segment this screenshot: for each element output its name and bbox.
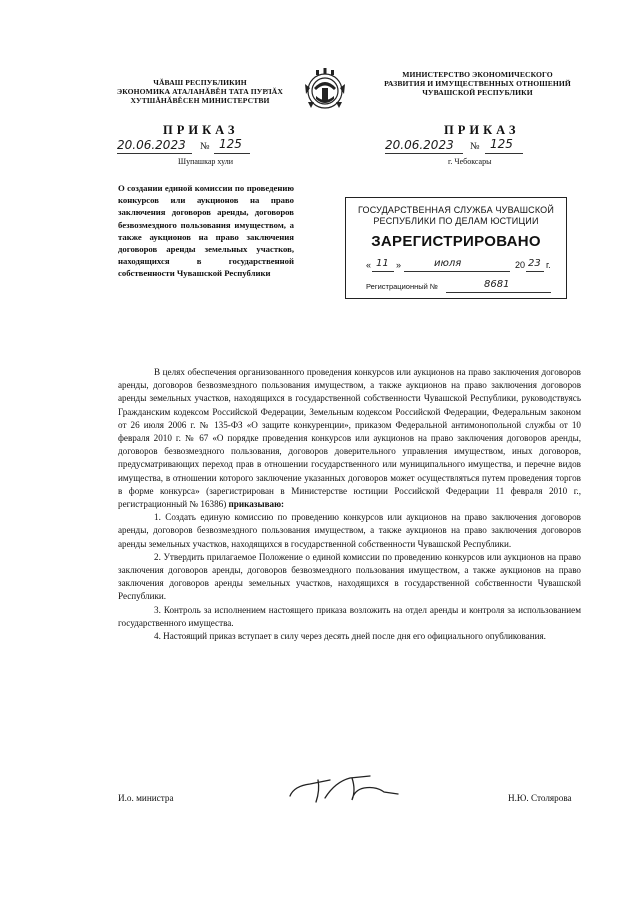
stamp-day: 11 xyxy=(376,258,389,269)
stamp-quote-close: » xyxy=(396,260,402,270)
right-header-line1: МИНИСТЕРСТВО ЭКОНОМИЧЕСКОГО xyxy=(402,70,553,79)
right-header xyxy=(375,70,580,97)
left-order-number-sign: № xyxy=(200,141,210,152)
left-header-line1: ЧĂВАШ РЕСПУБЛИКИН xyxy=(153,78,247,87)
left-order-place: Шупашкар хули xyxy=(178,157,233,166)
body-paragraph-1-text: В целях обеспечения организованного проведения конкурсов или аукционов на право заключения договоров аренды, договоров безвозмездного пользования имуществом, а также аукционов на право заключения договоров аренды земельных участков, находящихся в государственной собственности Чувашской Республики, руководствуясь Гражданским кодексом Российской Федерации, Земельным кодексом Российской Федерации, Федеральным законом от 26 июля 2006 г. № 135-ФЗ «О защите конкуренции», приказом Федеральной антимонопольной службы от 10 февраля 2010 г. № 67 «О порядке проведения конкурсов или аукционов на право заключения договоров аренды, договоров безвозмездного пользования, договоров доверительного управления имуществом, иных договоров, предусматривающих переход прав в отношении государственного или муниципального имущества, и перечне видов имущества, в отношении которого заключение указанных договоров может осуществляться путем проведения торгов в форме конкурса» (зарегистрирован в Министерстве юстиции Российской Федерации 11 февраля 2010 г., регистрационный № 16386) xyxy=(118,367,581,510)
signatory-name: Н.Ю. Столярова xyxy=(508,793,572,803)
right-order-number: 125 xyxy=(490,137,513,151)
stamp-reg-line xyxy=(366,280,561,294)
left-order-date: 20.06.2023 xyxy=(117,138,186,152)
handwritten-signature-icon xyxy=(280,768,410,808)
stamp-date-line xyxy=(366,258,561,274)
left-order-date-line xyxy=(117,137,267,156)
left-header xyxy=(100,78,300,105)
document-body xyxy=(118,366,581,643)
registration-stamp xyxy=(345,197,567,299)
stamp-quote-open: « xyxy=(366,260,372,270)
right-order-date-line xyxy=(385,137,545,156)
signatory-position: И.о. министра xyxy=(118,793,174,803)
body-paragraph-1 xyxy=(118,366,581,511)
stamp-reg-label: Регистрационный № xyxy=(366,282,438,291)
body-paragraph-5: 4. Настоящий приказ вступает в силу через десять дней после дня его официального опубликования. xyxy=(154,631,546,642)
coat-of-arms-emblem-icon xyxy=(300,66,350,112)
left-header-line3: ХУТШĂНĂВĚСЕН МИНИСТЕРСТВИ xyxy=(130,96,270,105)
body-paragraph-2: 1. Создать единую комиссию по проведению конкурсов или аукционов на право заключения договоров аренды, договоров безвозмездного пользования имуществом, а также аукционов на право заключения договоров аренды земельных участков, находящихся в государственной собственности Чувашской Республики. xyxy=(118,512,581,549)
right-order-number-sign: № xyxy=(470,141,480,152)
stamp-year-suffix: 23 xyxy=(528,258,541,269)
stamp-reg-number: 8681 xyxy=(484,279,510,290)
right-header-line2: РАЗВИТИЯ И ИМУЩЕСТВЕННЫХ ОТНОШЕНИЙ xyxy=(384,79,571,88)
document-title: О создании единой комиссии по проведению конкурсов или аукционов на право заключения договоров аренды, договоров безвозмездного пользования имуществом, а также аукционов на право заключения договоров аренды земельных участков, находящихся в государственной собственности Чувашской Республики xyxy=(118,183,294,279)
right-order-heading: ПРИКАЗ xyxy=(444,123,520,137)
stamp-year-prefix: 20 xyxy=(515,260,526,270)
right-order-date: 20.06.2023 xyxy=(385,138,454,152)
stamp-line1: ГОСУДАРСТВЕННАЯ СЛУЖБА ЧУВАШСКОЙ xyxy=(357,205,555,215)
stamp-status: ЗАРЕГИСТРИРОВАНО xyxy=(371,233,541,250)
body-paragraph-3: 2. Утвердить прилагаемое Положение о единой комиссии по проведению конкурсов или аукционов на право заключения договоров аренды, договоров безвозмездного пользования имуществом, а также аукционов на право заключения договоров аренды земельных участков, находящихся в государственной собственности Чувашской Республики. xyxy=(118,551,581,602)
left-header-line2: ЭКОНОМИКА АТАЛАНĂВĚН ТАТА ПУРЛĂХ xyxy=(117,87,283,96)
right-header-line3: ЧУВАШСКОЙ РЕСПУБЛИКИ xyxy=(422,88,533,97)
order-keyword: приказываю: xyxy=(226,499,285,510)
body-paragraph-4: 3. Контроль за исполнением настоящего приказа возложить на отдел аренды и контроля за использованием государственного имущества. xyxy=(118,604,581,628)
right-order-place: г. Чебоксары xyxy=(448,157,492,166)
left-order-number: 125 xyxy=(219,137,242,151)
stamp-year-unit: г. xyxy=(546,260,551,270)
stamp-month: июля xyxy=(434,258,462,269)
left-order-heading: ПРИКАЗ xyxy=(163,123,239,137)
stamp-line2: РЕСПУБЛИКИ ПО ДЕЛАМ ЮСТИЦИИ xyxy=(373,216,539,226)
